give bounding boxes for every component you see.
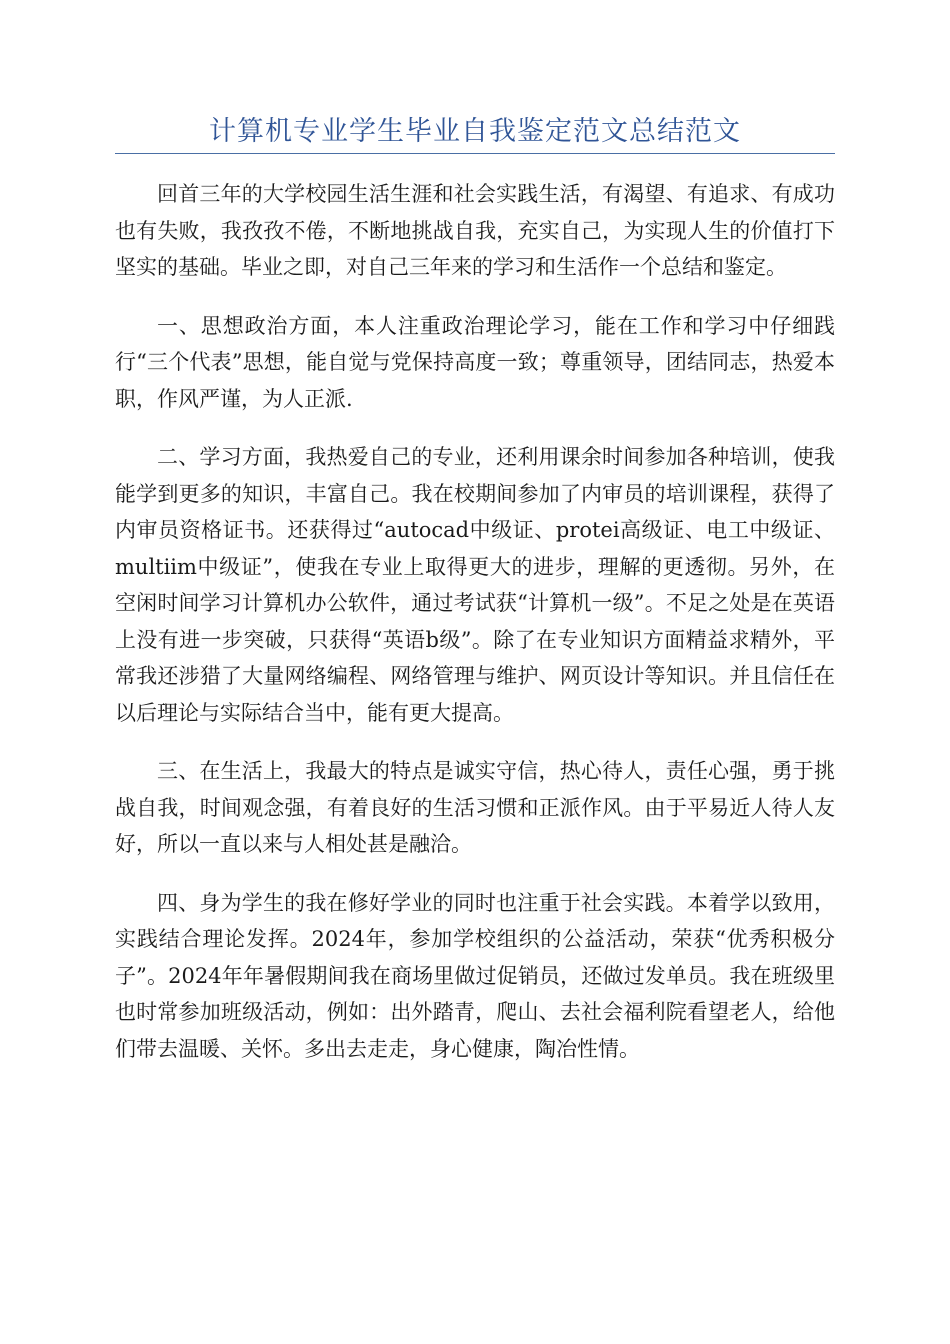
paragraph-study: 二、学习方面，我热爱自己的专业，还利用课余时间参加各种培训，使我能学到更多的知识，丰富自己。我在校期间参加了内审员的培训课程，获得了内审员资格证书。还获得过“autocad中级证、protei高级证、电工中级证、multiim中级证”，使我在专业上取得更大的进步，理解的更透彻。另外，在空闲时间学习计算机办公软件，通过考试获“计算机一级”。不足之处是在英语上没有进一步突破，只获得“英语b级”。除了在专业知识方面精益求精外，平常我还涉猎了大量网络编程、网络管理与维护、网页设计等知识。并且信任在以后理论与实际结合当中，能有更大提高。 bbox=[115, 445, 835, 725]
document-body bbox=[115, 176, 835, 1089]
title-underline bbox=[115, 153, 835, 154]
paragraph-life: 三、在生活上，我最大的特点是诚实守信，热心待人，责任心强，勇于挑战自我，时间观念强，有着良好的生活习惯和正派作风。由于平易近人待人友好，所以一直以来与人相处甚是融洽。 bbox=[115, 759, 835, 856]
paragraph-practice: 四、身为学生的我在修好学业的同时也注重于社会实践。本着学以致用，实践结合理论发挥。2024年，参加学校组织的公益活动，荣获“优秀积极分子”。2024年年暑假期间我在商场里做过促销员，还做过发单员。我在班级里也时常参加班级活动，例如：出外踏青，爬山、去社会福利院看望老人，给他们带去温暖、关怀。多出去走走，身心健康，陶冶性情。 bbox=[115, 890, 835, 1061]
paragraph-intro: 回首三年的大学校园生活生涯和社会实践生活，有渴望、有追求、有成功也有失败，我孜孜不倦，不断地挑战自我，充实自己，为实现人生的价值打下坚实的基础。毕业之即，对自己三年来的学习和生活作一个总结和鉴定。 bbox=[115, 182, 835, 279]
paragraph-political: 一、思想政治方面，本人注重政治理论学习，能在工作和学习中仔细践行“三个代表”思想，能自觉与党保持高度一致；尊重领导，团结同志，热爱本职，作风严谨，为人正派. bbox=[115, 313, 835, 411]
document-title: 计算机专业学生毕业自我鉴定范文总结范文 bbox=[209, 116, 741, 147]
